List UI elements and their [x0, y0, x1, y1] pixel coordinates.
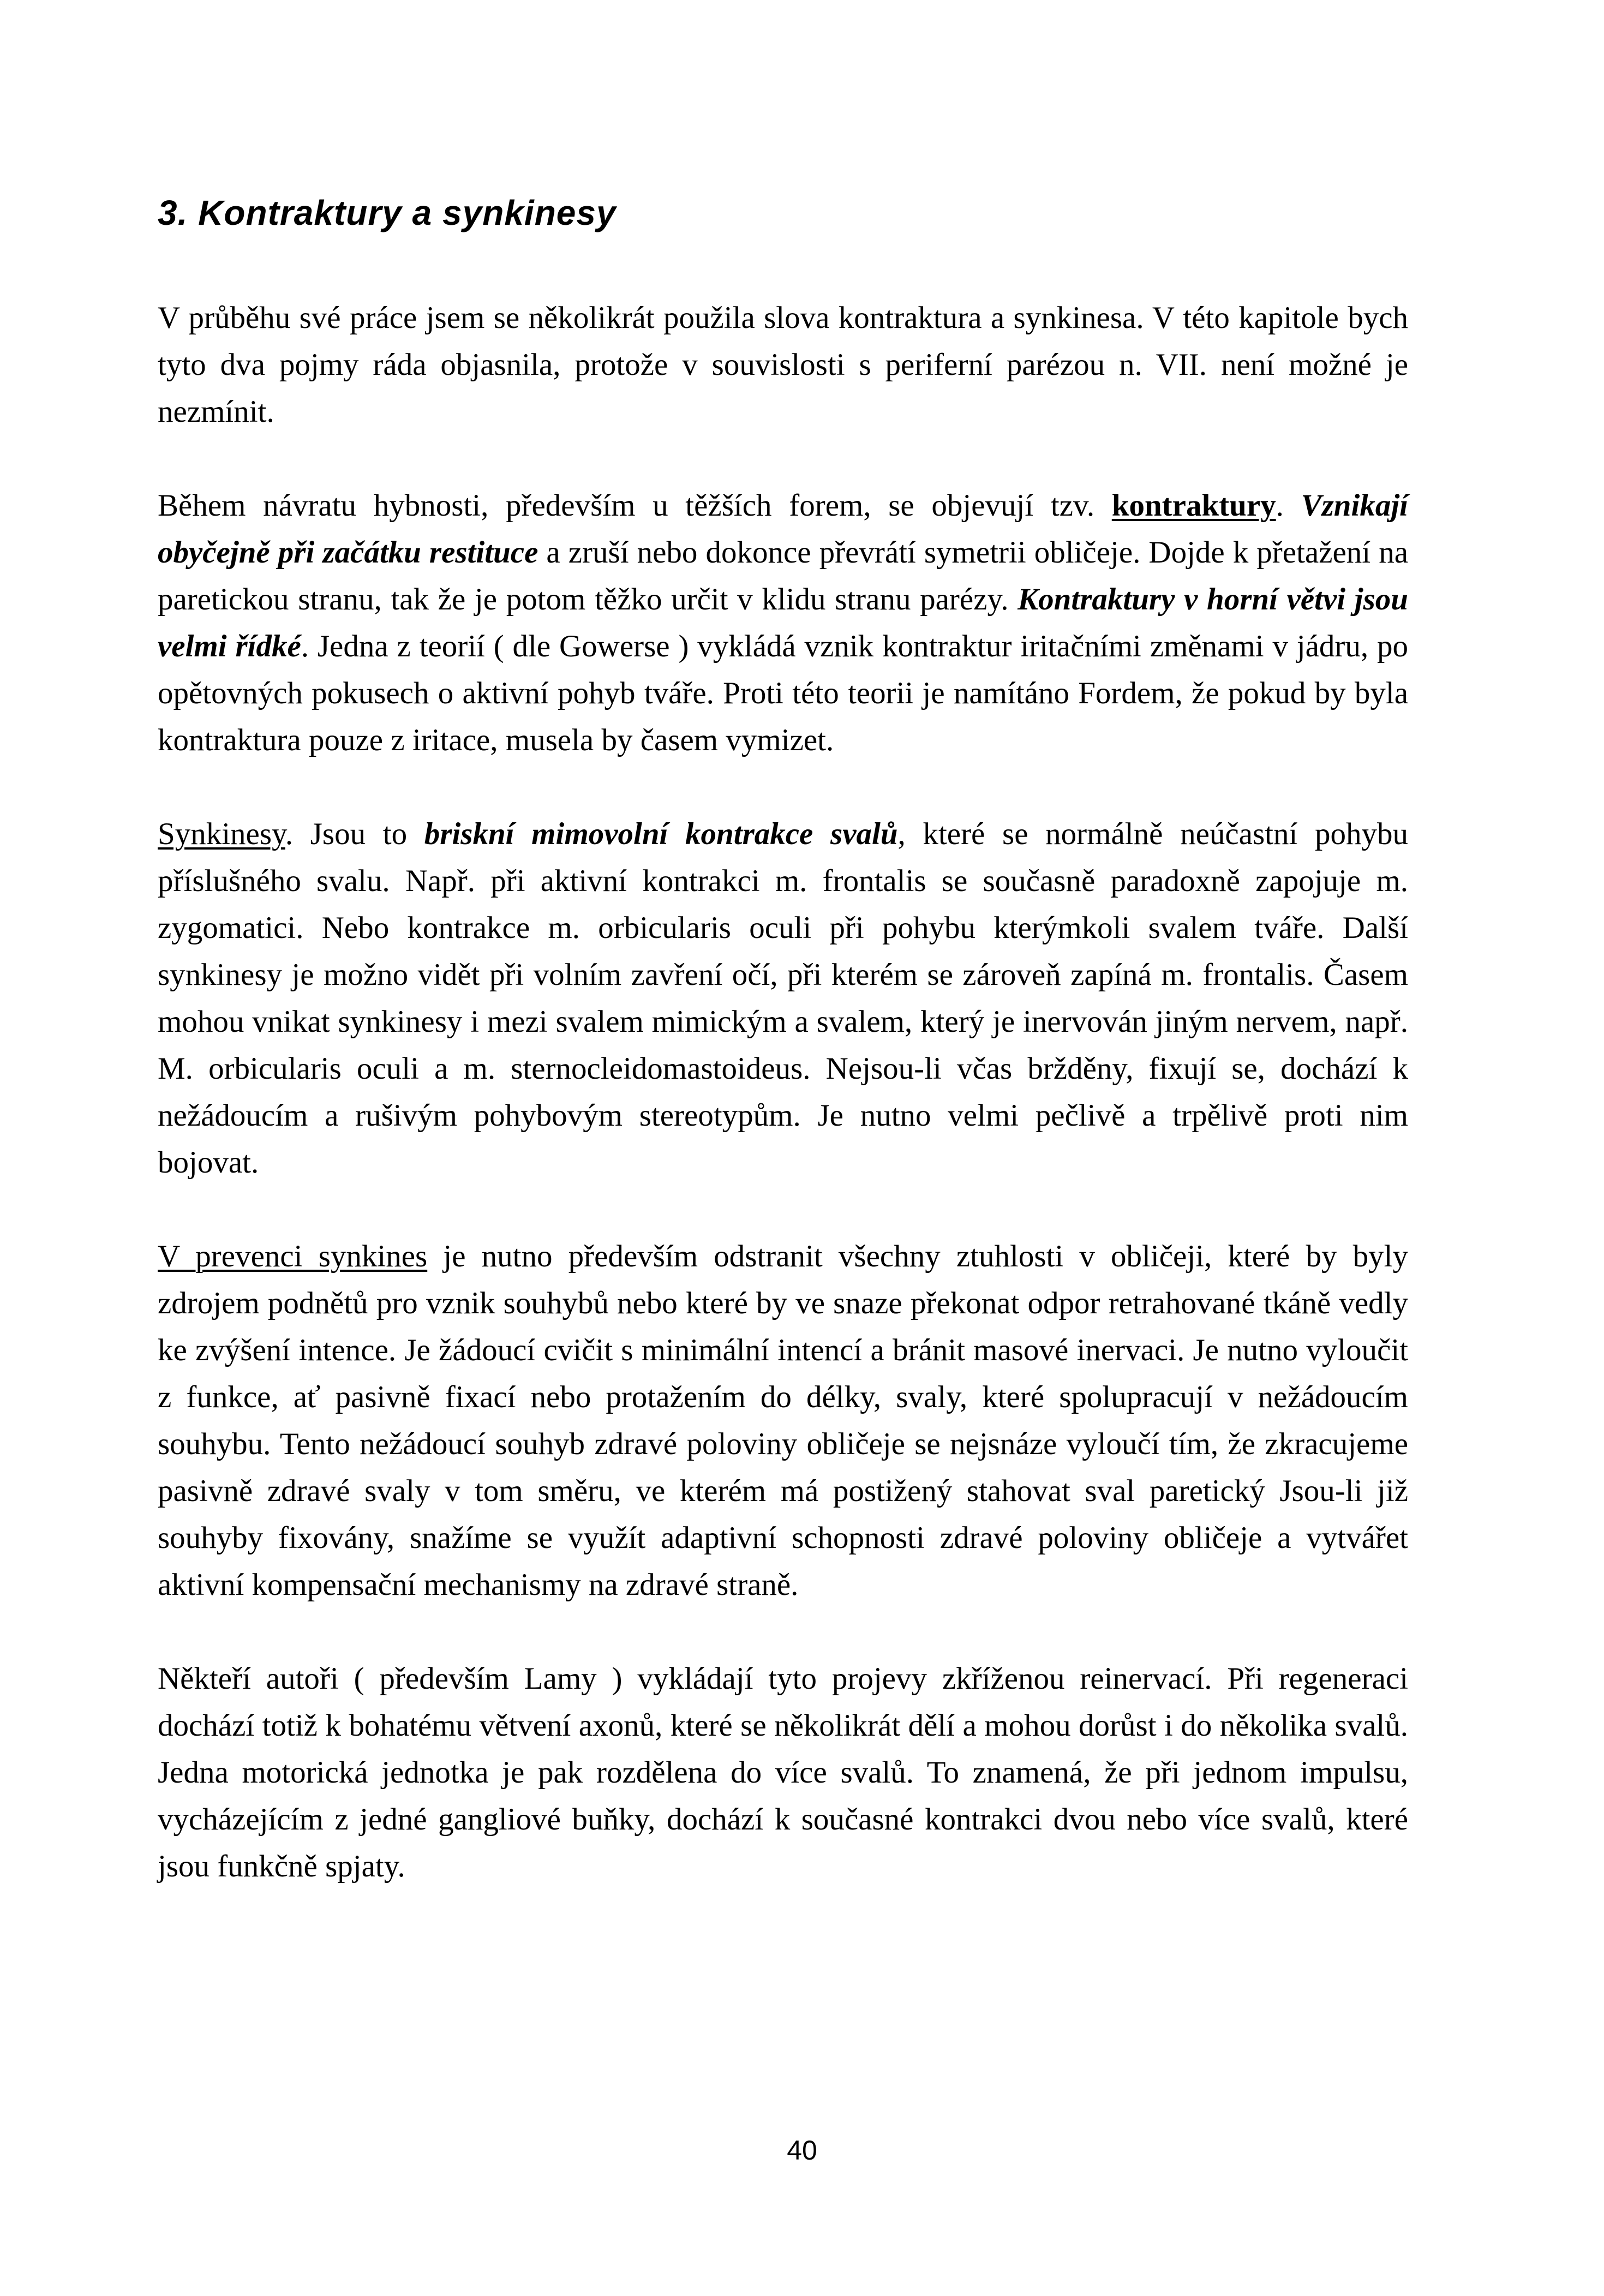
- emphasis-text: briskní mimovolní kontrakce svalů: [424, 817, 898, 851]
- emphasis-text: Vznikají obyčejně při začátku restituce: [158, 488, 1409, 570]
- paragraph-contractures: [158, 482, 1408, 764]
- term-contractures: kontraktury: [1111, 488, 1276, 523]
- text-run: , které se normálně neúčastní pohybu příslušného svalu. Např. při aktivní kontrakci m. frontalis se současně paradoxně zapojuje m. zygomatici. Nebo kontrakce m. orbicularis oculi při pohybu kterýmkoli svalem tváře. Další synkinesy je možno vidět při volním zavření očí, při kterém se zároveň zapíná m. frontalis. Časem mohou vnikat synkinesy i mezi svalem mimickým a svalem, který je inervován jiným nervem, např. M. orbicularis oculi a m. sternocleidomastoideus. Nejsou-li včas bržděny, fixují se, dochází k nežádoucím a rušivým pohybovým stereotypům. Je nutno velmi pečlivě a trpělivě proti nim bojovat.: [158, 817, 1409, 1180]
- page-number: 40: [787, 2135, 817, 2166]
- paragraph-prevention: [158, 1233, 1408, 1609]
- text-run: .: [1276, 488, 1301, 523]
- paragraph-synkinesis: [158, 811, 1408, 1186]
- term-prevention: V prevenci synkines: [158, 1239, 428, 1273]
- paragraph-reinnervation: Někteří autoři ( především Lamy ) vykládají tyto projevy zkříženou reinervací. Při regeneraci dochází totiž k bohatému větvení axonů, které se několikrát dělí a mohou dorůst i do několika svalů. Jedna motorická jednotka je pak rozdělena do více svalů. To znamená, že při jednom impulsu, vycházejícím z jedné gangliové buňky, dochází k současné kontrakci dvou nebo více svalů, které jsou funkčně spjaty.: [158, 1661, 1408, 1884]
- text-run: Během návratu hybnosti, především u těžších forem, se objevují tzv.: [158, 488, 1095, 523]
- text-run: . Jsou to: [285, 817, 424, 851]
- emphasis-text: Kontraktury v horní větvi jsou velmi řídké: [158, 582, 1408, 663]
- term-synkinesis: Synkinesy: [158, 817, 285, 851]
- body-text: [158, 295, 1408, 1937]
- text-run: . Jedna z teorií ( dle Gowerse ) vykládá vznik kontraktur iritačními změnami v jádru, po opětovných pokusech o aktivní pohyb tváře. Proti této teorii je namítáno Fordem, že pokud by byla kontraktura pouze z iritace, musela by časem vymizet.: [158, 629, 1408, 757]
- paragraph-intro: V průběhu své práce jsem se několikrát použila slova kontraktura a synkinesa. V této kapitole bych tyto dva pojmy ráda objasnila, protože v souvislosti s periferní parézou n. VII. není možné je nezmínit.: [158, 301, 1408, 429]
- text-run: je nutno především odstranit všechny ztuhlosti v obličeji, které by byly zdrojem podnětů pro vznik souhybů nebo které by ve snaze překonat odpor retrahované tkáně vedly ke zvýšení intence. Je žádoucí cvičit s minimální intencí a bránit masové inervaci. Je nutno vyloučit z funkce, ať pasivně fixací nebo protažením do délky, svaly, které spolupracují v nežádoucím souhybu. Tento nežádoucí souhyb zdravé poloviny obličeje se nejsnáze vyloučí tím, že zkracujeme pasivně zdravé svaly v tom směru, ve kterém má postižený stahovat sval paretický Jsou-li již souhyby fixovány, snažíme se využít adaptivní schopnosti zdravé poloviny obličeje a vytvářet aktivní kompensační mechanismy na zdravé straně.: [158, 1239, 1409, 1602]
- section-heading: 3. Kontraktury a synkinesy: [158, 193, 617, 232]
- text-run: a zruší nebo dokonce převrátí symetrii obličeje. Dojde k přetažení na paretickou stranu, tak že je potom těžko určit v klidu stranu parézy.: [158, 535, 1408, 617]
